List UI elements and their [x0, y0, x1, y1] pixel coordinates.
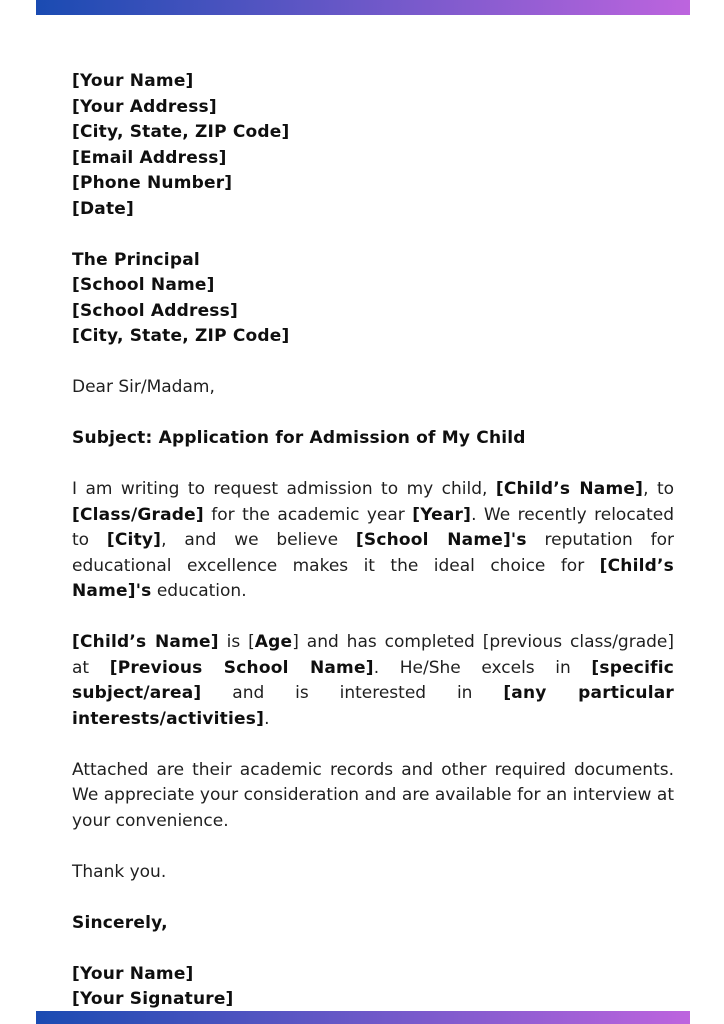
- recipient-city-state-zip: [City, State, ZIP Code]: [72, 326, 290, 346]
- closing-sincerely: Sincerely,: [72, 912, 168, 933]
- text-segment: , and we believe: [161, 530, 356, 550]
- placeholder-bold-segment: [Child’s Name]: [495, 479, 644, 499]
- placeholder-bold-segment: Age: [254, 632, 293, 652]
- recipient-school-address: [School Address]: [72, 300, 238, 321]
- bottom-accent-bar: [36, 1011, 690, 1024]
- text-segment: .: [264, 708, 270, 729]
- salutation: Dear Sir/Madam,: [72, 377, 215, 397]
- placeholder-bold-segment: [School Name]'s: [355, 530, 527, 550]
- body-paragraph-3: [72, 758, 674, 835]
- placeholder-bold-segment: [Class/Grade]: [72, 504, 204, 525]
- closing-thanks: Thank you.: [72, 861, 167, 882]
- text-segment: Attached are their academic records and other required documents. We appreciate your consideration and are available for an interview at your convenience.: [72, 759, 674, 831]
- recipient-school-name: [School Name]: [72, 275, 215, 295]
- sender-name: [Your Name]: [72, 71, 194, 91]
- text-segment: for the academic year: [203, 504, 413, 525]
- sender-city-state-zip: [City, State, ZIP Code]: [72, 122, 290, 142]
- sender-address: [Your Address]: [72, 96, 217, 117]
- subject-line: Subject: Application for Admission of My Child: [72, 428, 526, 448]
- signature-placeholder: [Your Signature]: [72, 989, 234, 1009]
- signature-name: [Your Name]: [72, 963, 194, 984]
- sender-phone: [Phone Number]: [72, 173, 233, 193]
- text-segment: ] and has completed [previous class/grade] at: [72, 632, 675, 678]
- top-accent-bar: [36, 0, 690, 15]
- placeholder-bold-segment: [City]: [106, 530, 162, 550]
- placeholder-bold-segment: [any particular interests/activities]: [72, 683, 674, 729]
- letter-date: [Date]: [72, 198, 134, 219]
- placeholder-bold-segment: [Year]: [412, 504, 472, 525]
- text-segment: . We recently relocated to: [72, 504, 674, 550]
- recipient-block: [72, 248, 674, 350]
- text-segment: , to: [643, 479, 675, 499]
- placeholder-bold-segment: [Previous School Name]: [109, 657, 374, 678]
- sender-block: [72, 69, 674, 222]
- placeholder-bold-segment: [specific subject/area]: [72, 657, 674, 703]
- placeholder-bold-segment: [Child’s Name]: [72, 632, 219, 652]
- text-segment: and is interested in: [201, 683, 504, 703]
- body-paragraph-2: [72, 630, 674, 732]
- placeholder-bold-segment: [Child’s Name]'s: [72, 555, 674, 601]
- signature-block: [72, 962, 674, 1013]
- text-segment: education.: [151, 581, 247, 601]
- letter-document: [72, 69, 674, 1024]
- body-paragraph-1: [72, 477, 674, 605]
- text-segment: . He/She excels in: [373, 657, 592, 678]
- text-segment: I am writing to request admission to my child,: [72, 479, 496, 499]
- text-segment: is [: [218, 632, 255, 652]
- text-segment: reputation for educational excellence makes it the ideal choice for: [72, 530, 674, 576]
- recipient-title: The Principal: [72, 249, 200, 270]
- sender-email: [Email Address]: [72, 147, 227, 168]
